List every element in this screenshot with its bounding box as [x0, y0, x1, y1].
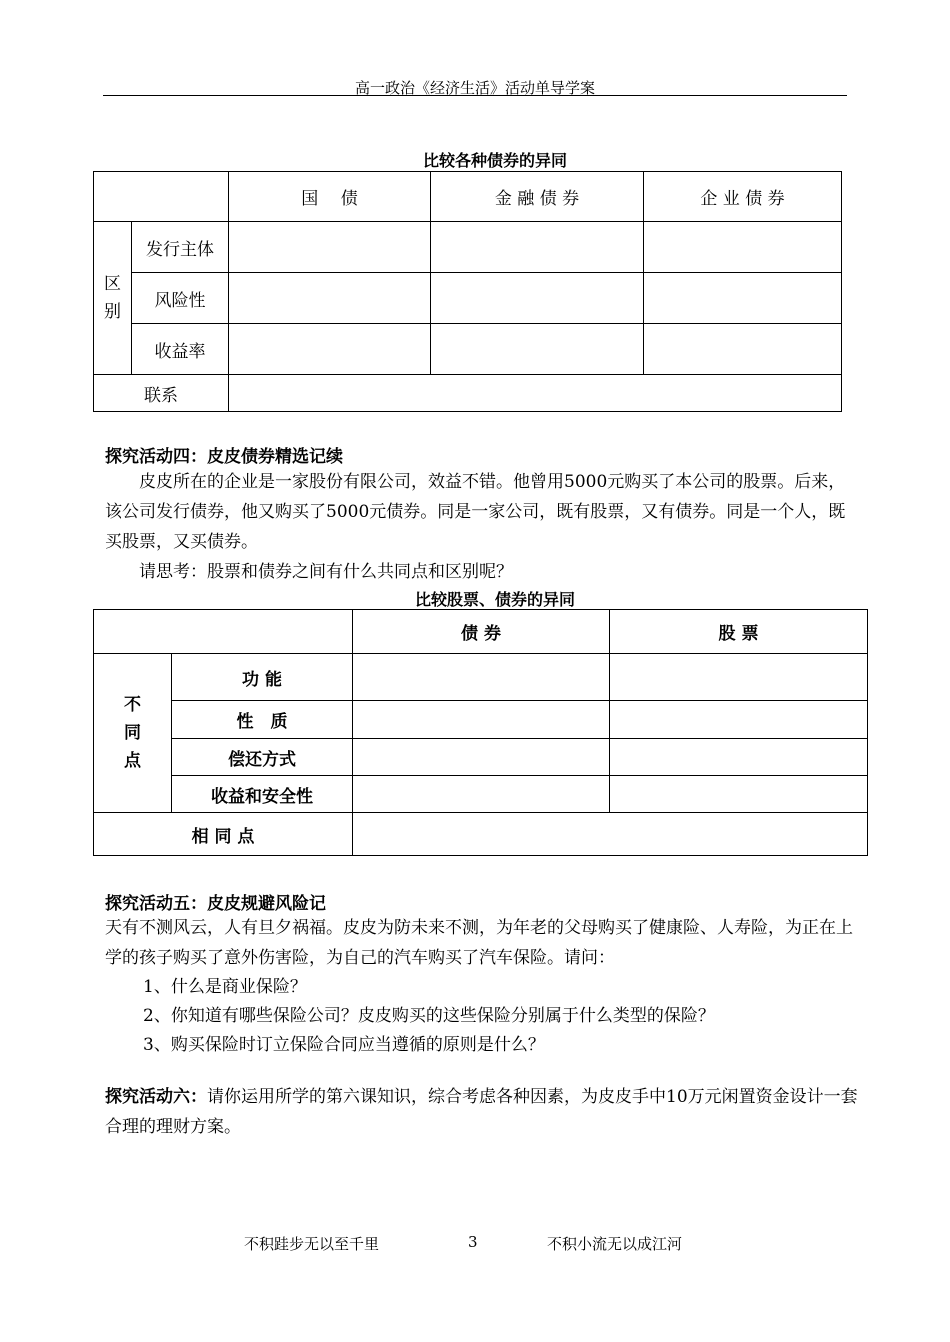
- table2-row-label-return-safety: 收益和安全性: [172, 776, 353, 813]
- table1-group-difference: 区 别: [94, 222, 132, 375]
- activity4-body: [105, 467, 860, 587]
- activity6-text: 请你运用所学的第六课知识，综合考虑各种因素，为皮皮手中10万元闲置资金设计一套合理的理财方案。: [105, 1087, 858, 1137]
- activity5-title: 探究活动五：皮皮规避风险记: [105, 894, 326, 914]
- table1-cell: [229, 375, 842, 412]
- table1-header-national-debt: 国 债: [229, 172, 431, 222]
- table2-cell: [610, 654, 868, 701]
- table2-group-differences: 不 同 点: [94, 654, 172, 813]
- page-header-title: 高一政治《经济生活》活动单导学案: [354, 79, 595, 97]
- table1-cell: [431, 324, 644, 375]
- activity4-paragraph: 皮皮所在的企业是一家股份有限公司，效益不错。他曾用5000元购买了本公司的股票。后来，该公司发行债券，他又购买了5000元债券。同是一家公司，既有股票，又有债券。同是一个人，既买股票，又买债券。: [105, 472, 846, 552]
- activity4-question: 请思考：股票和债券之间有什么共同点和区别呢？: [139, 562, 513, 582]
- header-divider: [103, 95, 847, 96]
- table2-header-stock: 股 票: [610, 610, 868, 654]
- table2-row-label-function: 功 能: [172, 654, 353, 701]
- table2-cell: [353, 654, 610, 701]
- table2-cell: [353, 813, 868, 856]
- table1-row-label-risk: 风险性: [132, 273, 229, 324]
- table1-cell: [431, 222, 644, 273]
- bond-comparison-table: [93, 171, 842, 412]
- table1-corner-cell: [94, 172, 229, 222]
- activity5-question-1: 1、什么是商业保险？: [143, 977, 307, 997]
- table2-header-bond: 债 券: [353, 610, 610, 654]
- table2-cell: [353, 701, 610, 739]
- table2-cell: [610, 701, 868, 739]
- activity6-title: 探究活动六：: [105, 1087, 207, 1107]
- table2-row-label-common: 相 同 点: [94, 813, 353, 856]
- table1-cell: [644, 273, 842, 324]
- table1-header-financial-bond: 金 融 债 券: [431, 172, 644, 222]
- table2-row-label-nature: 性 质: [172, 701, 353, 739]
- footer-right-motto: 不积小流无以成江河: [547, 1235, 683, 1253]
- table2-cell: [353, 776, 610, 813]
- table1-cell: [229, 324, 431, 375]
- table2-cell: [353, 739, 610, 776]
- footer-left-motto: 不积跬步无以至千里: [244, 1235, 380, 1253]
- table1-cell: [229, 222, 431, 273]
- table1-row-label-issuer: 发行主体: [132, 222, 229, 273]
- table1-header-corporate-bond: 企 业 债 券: [644, 172, 842, 222]
- activity5-question-2: 2、你知道有哪些保险公司？皮皮购买的这些保险分别属于什么类型的保险？: [143, 1006, 715, 1026]
- table1-cell: [229, 273, 431, 324]
- table1-row-label-yield: 收益率: [132, 324, 229, 375]
- table1-caption: 比较各种债券的异同: [422, 151, 567, 170]
- table1-cell: [644, 324, 842, 375]
- table1-cell: [431, 273, 644, 324]
- table2-cell: [610, 739, 868, 776]
- table2-corner-cell: [94, 610, 353, 654]
- footer-page-number: 3: [468, 1233, 478, 1251]
- activity6-block: [105, 1082, 860, 1142]
- table1-cell: [644, 222, 842, 273]
- table2-cell: [610, 776, 868, 813]
- activity5-question-3: 3、购买保险时订立保险合同应当遵循的原则是什么？: [143, 1035, 545, 1055]
- activity4-title: 探究活动四：皮皮债券精选记续: [105, 447, 343, 467]
- table2-row-label-repayment: 偿还方式: [172, 739, 353, 776]
- table2-caption: 比较股票、债券的异同: [414, 590, 575, 609]
- table1-row-label-relation: 联系: [94, 375, 229, 412]
- activity5-paragraph: 天有不测风云，人有旦夕祸福。皮皮为防未来不测，为年老的父母购买了健康险、人寿险，为正在上学的孩子购买了意外伤害险，为自己的汽车购买了汽车保险。请问：: [105, 918, 853, 968]
- stock-bond-comparison-table: [93, 609, 868, 856]
